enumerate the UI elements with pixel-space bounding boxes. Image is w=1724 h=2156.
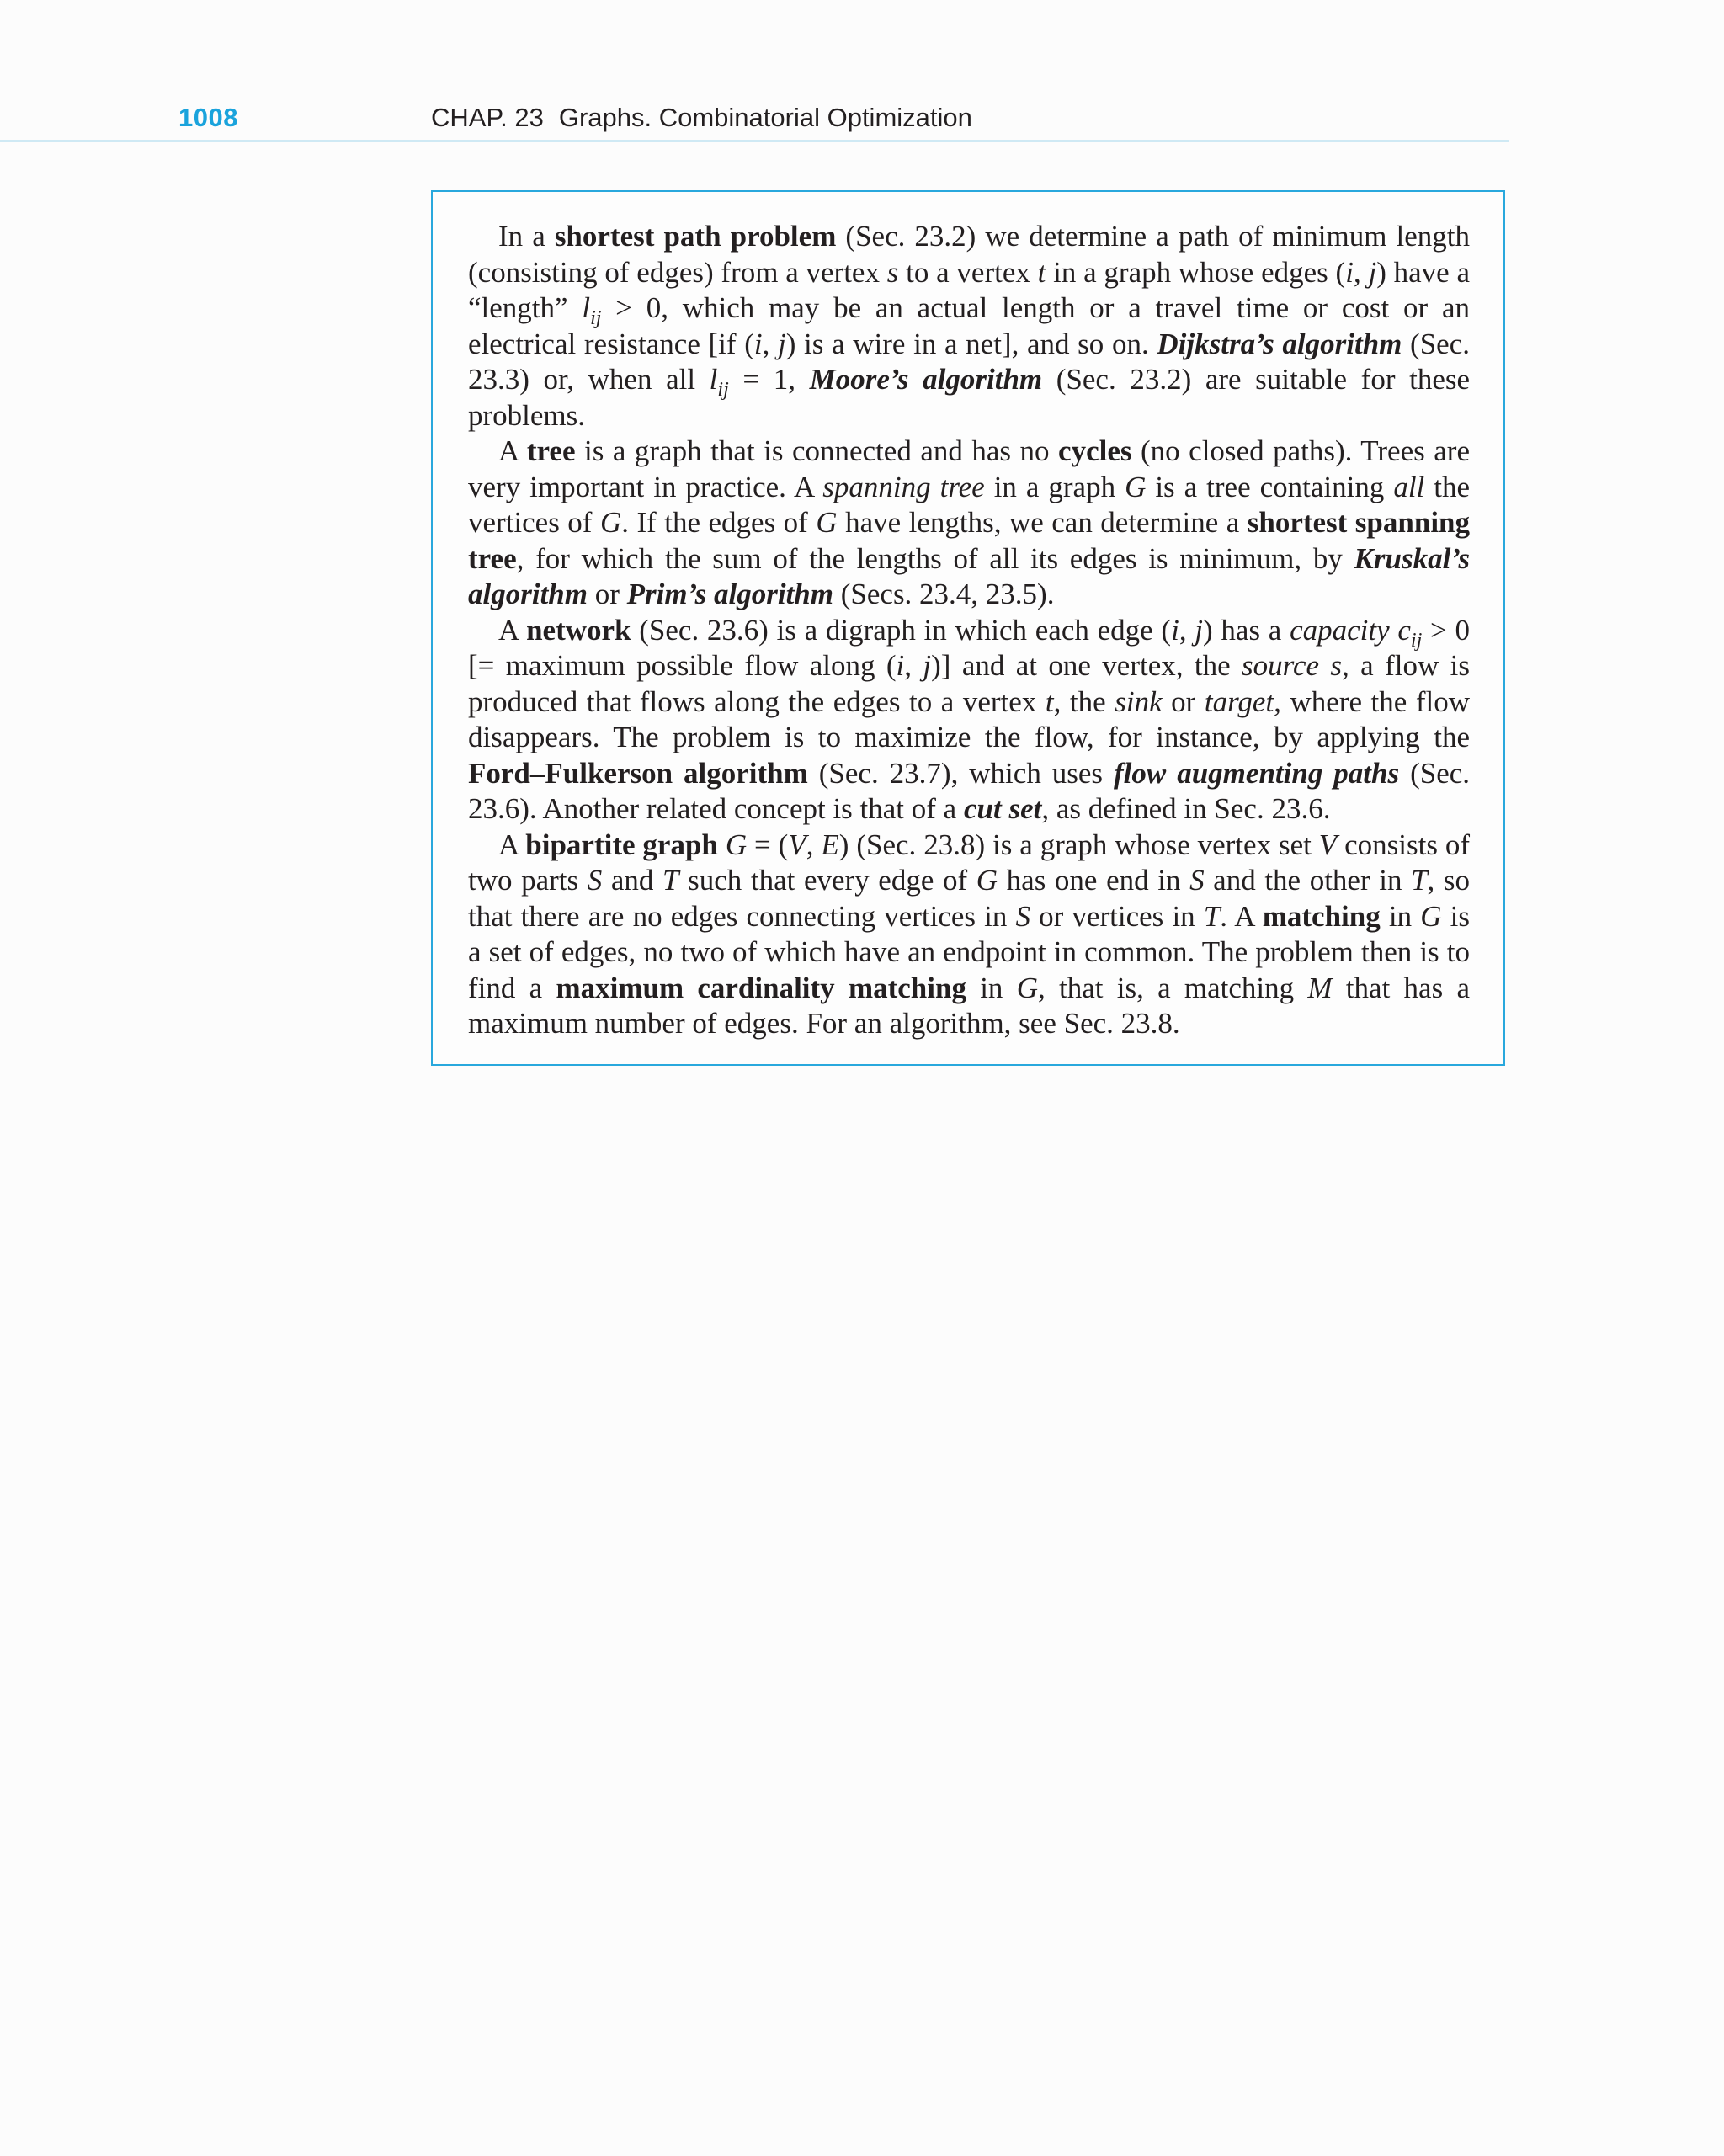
term-dijkstras-algorithm: Dijkstra’s algorithm xyxy=(1157,327,1402,360)
running-head xyxy=(0,99,1508,142)
term-target: target, xyxy=(1204,684,1281,718)
term-prims-algorithm: Prim’s algorithm xyxy=(626,578,833,610)
page-number: 1008 xyxy=(178,103,238,132)
term-maximum-cardinality-matching: maximum cardinality matching xyxy=(556,971,966,1004)
term-source: source s xyxy=(1242,649,1343,682)
chapter-heading xyxy=(431,103,972,133)
term-sink: sink xyxy=(1115,684,1163,718)
term-tree: tree xyxy=(526,434,576,467)
paragraph-tree: A tree is a graph that is connected and has no cycles (no closed paths). Trees are very important in practice. A spanning tree in a graph G is a tree containing all the vertices of G. If the edges of G have lengths, we can determine a shortest spanning tree, for which the sum of the lengths of all its edges is minimum, by Kruskal’s algorithm or Prim’s algorithm (Secs. 23.4, 23.5). xyxy=(468,434,1471,610)
term-cut-set: cut set xyxy=(963,792,1042,825)
term-bipartite-graph: bipartite graph xyxy=(525,828,718,861)
term-shortest-spanning-tree: shortest spanning tree xyxy=(468,506,1471,575)
term-cycles: cycles xyxy=(1058,434,1132,467)
summary-text xyxy=(468,219,1470,1042)
chapter-title: Graphs. Combinatorial Optimization xyxy=(558,103,972,132)
paragraph-network: A network (Sec. 23.6) is a digraph in which each edge (i, j) has a capacity $c_{ij} > 0$ [= maximum possible flow along (i, j)] and at one vertex, the source s, a flow is produced that flows along the edges to a vertex t, the sink or target, where the flow disappears. The problem is to maximize the flow, for instance, by applying the Ford–Fulkerson algorithm (Sec. 23.7), which uses flow augmenting paths (Sec. 23.6). Another related concept is that of a cut set, as defined in Sec. 23.6. xyxy=(468,613,1471,825)
term-flow-augmenting-paths: flow augmenting paths xyxy=(1114,756,1400,790)
term-kruskals-algorithm: Kruskal’s algorithm xyxy=(468,541,1470,610)
term-capacity: capacity xyxy=(1290,613,1390,647)
term-ford-fulkerson-algorithm: Ford–Fulkerson algorithm xyxy=(468,756,808,790)
paragraph-bipartite: A bipartite graph G = (V, E) (Sec. 23.8) is a graph whose vertex set V consists of two parts S and T such that every edge of G has one end in S and the other in T, so that there are no edges connecting vertices in S or vertices in T. A matching in G is a set of edges, no two of which have an endpoint in common. The problem then is to find a maximum cardinality matching in G, that is, a matching M that has a maximum number of edges. For an algorithm, see Sec. 23.8. xyxy=(468,828,1471,1040)
term-shortest-path-problem: shortest path problem xyxy=(554,220,837,253)
term-moores-algorithm: Moore’s algorithm xyxy=(809,363,1043,396)
chapter-number: CHAP. 23 xyxy=(431,103,544,132)
paragraph-shortest-path: In a shortest path problem (Sec. 23.2) we determine a path of minimum length (consisting of edges) from a vertex s to a vertex t in a graph whose edges (i, j) have a “length” $l_{ij} > 0$, which may be an actual length or a travel time or cost or an electrical resistance [if (i, j) is a wire in a net], and so on. Dijkstra’s algorithm (Sec. 23.3) or, when all $l_{ij} = 1$, Moore’s algorithm (Sec. 23.2) are suitable for these problems. xyxy=(468,220,1471,432)
term-spanning-tree: spanning tree xyxy=(822,470,985,503)
term-matching: matching xyxy=(1262,899,1381,933)
term-network: network xyxy=(526,613,631,647)
summary-box xyxy=(431,190,1505,1066)
